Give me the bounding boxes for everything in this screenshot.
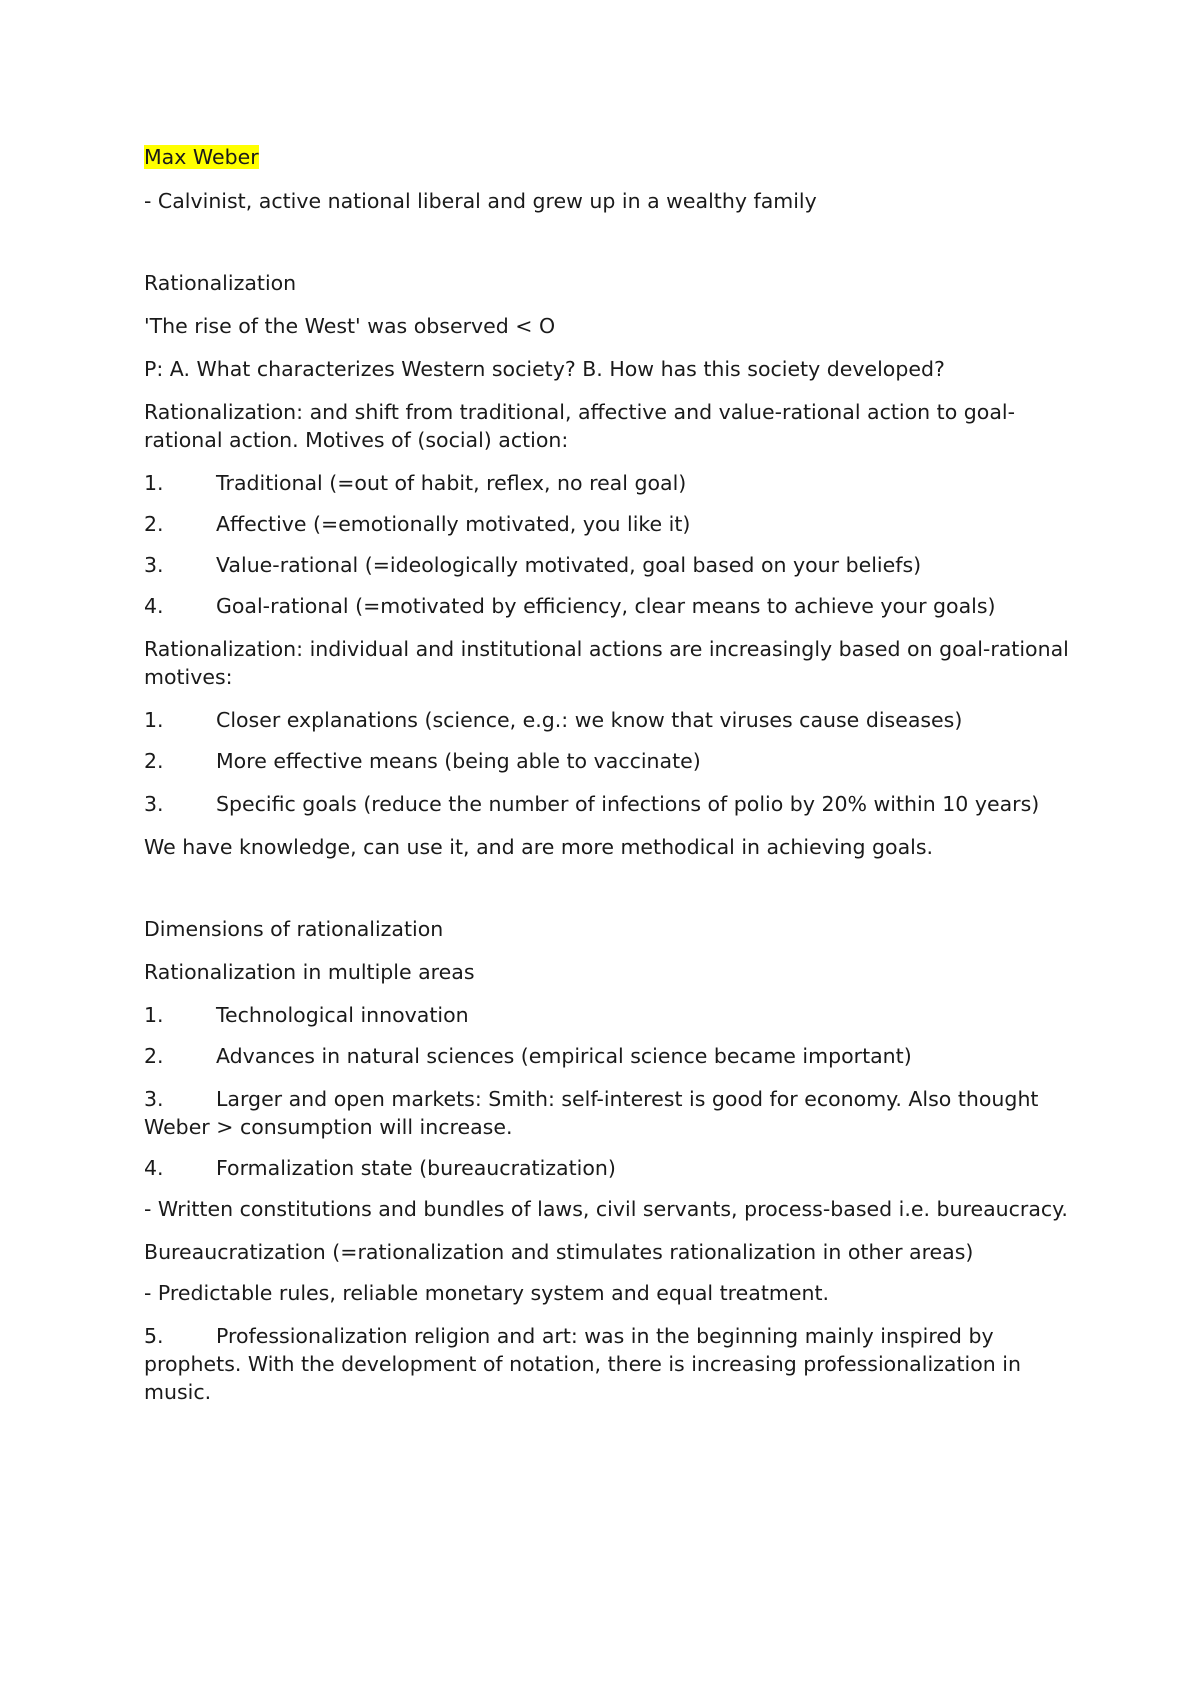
definition-paragraph-2: Rationalization: individual and institutional actions are increasingly based on goal-rational motives: <box>144 637 1076 689</box>
list-item <box>144 1085 1074 1141</box>
subheading-multiple-areas: Rationalization in multiple areas <box>144 960 475 984</box>
title-highlight: Max Weber <box>144 145 259 169</box>
list-text: More effective means (being able to vaccinate) <box>216 749 701 773</box>
list-number: 3. <box>144 1087 164 1111</box>
list-text: Technological innovation <box>216 1003 469 1027</box>
list-text: Affective (=emotionally motivated, you like it) <box>216 512 691 536</box>
list-text: Traditional (=out of habit, reflex, no real goal) <box>216 471 687 495</box>
list-number: 2. <box>144 512 164 536</box>
list-number: 2. <box>144 749 164 773</box>
list-text: Goal-rational (=motivated by efficiency, clear means to achieve your goals) <box>216 594 996 618</box>
section-heading-rationalization: Rationalization <box>144 271 297 295</box>
list-text: Value-rational (=ideologically motivated, goal based on your beliefs) <box>216 553 922 577</box>
bureaucracy-note: - Written constitutions and bundles of laws, civil servants, process-based i.e. bureaucracy. <box>144 1197 1068 1221</box>
list-item <box>144 510 1074 538</box>
list-number: 1. <box>144 1003 164 1027</box>
list-item <box>144 706 1074 734</box>
problem-line: P: A. What characterizes Western society? B. How has this society developed? <box>144 357 945 381</box>
list-number: 1. <box>144 471 164 495</box>
list-item <box>144 1322 1074 1406</box>
conclusion-line: We have knowledge, can use it, and are more methodical in achieving goals. <box>144 835 934 859</box>
list-number: 1. <box>144 708 164 732</box>
doc-title <box>144 143 1074 172</box>
list-item <box>144 1154 1074 1182</box>
document-body <box>144 143 1074 1406</box>
list-number: 4. <box>144 1156 164 1180</box>
list-text: Professionalization religion and art: was in the beginning mainly inspired by prophets. With the development of notation, there is increasing professionalization in music. <box>144 1324 1021 1404</box>
list-item <box>144 747 1074 775</box>
list-item <box>144 469 1074 497</box>
list-number: 3. <box>144 553 164 577</box>
section-heading-dimensions: Dimensions of rationalization <box>144 917 444 941</box>
list-text: Advances in natural sciences (empirical science became important) <box>216 1044 912 1068</box>
list-text: Formalization state (bureaucratization) <box>216 1156 616 1180</box>
intro-line: - Calvinist, active national liberal and grew up in a wealthy family <box>144 189 817 213</box>
list-text: Specific goals (reduce the number of infections of polio by 20% within 10 years) <box>216 792 1040 816</box>
list-number: 3. <box>144 792 164 816</box>
list-item <box>144 790 1074 818</box>
bureaucratization-definition: Bureaucratization (=rationalization and stimulates rationalization in other areas) <box>144 1240 974 1264</box>
list-text: Closer explanations (science, e.g.: we know that viruses cause diseases) <box>216 708 963 732</box>
list-text: Larger and open markets: Smith: self-interest is good for economy. Also thought Weber > consumption will increase. <box>144 1087 1039 1139</box>
observation-line: 'The rise of the West' was observed < O <box>144 314 556 338</box>
list-number: 2. <box>144 1044 164 1068</box>
list-item <box>144 1001 1074 1029</box>
definition-paragraph: Rationalization: and shift from traditional, affective and value-rational action to goal-rational action. Motives of (social) action: <box>144 400 1015 452</box>
list-number: 5. <box>144 1324 164 1348</box>
list-item <box>144 1042 1074 1070</box>
list-item <box>144 592 1074 620</box>
rules-note: - Predictable rules, reliable monetary system and equal treatment. <box>144 1281 829 1305</box>
list-number: 4. <box>144 594 164 618</box>
list-item <box>144 551 1074 579</box>
